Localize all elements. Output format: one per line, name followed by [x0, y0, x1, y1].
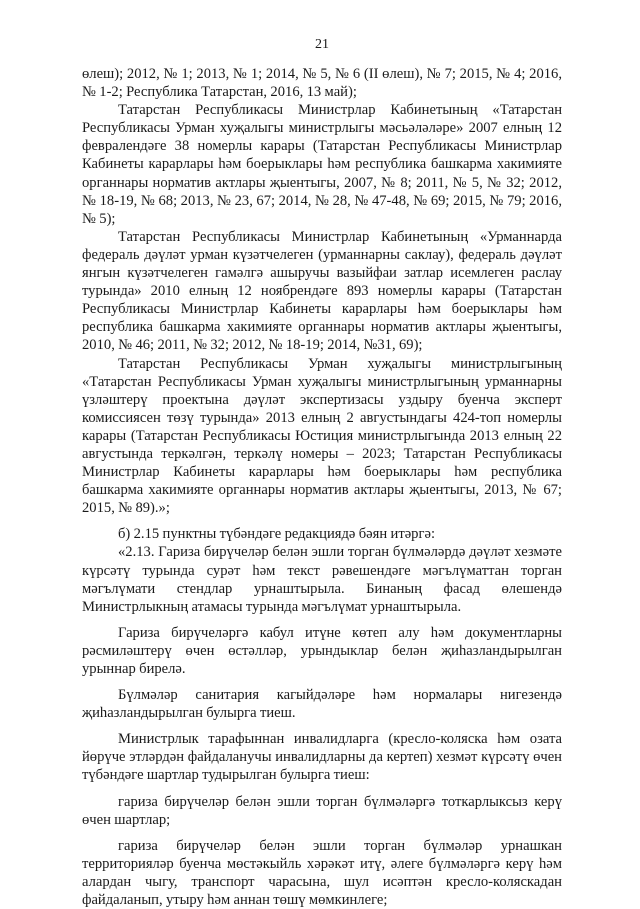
paragraph-forestry-ministry-resolution: Татарстан Республикасы Министрлар Кабинетының «Татарстан Республикасы Урман хуҗалыгы министрлыгы мәсьәләләре» 2007 елның 12 февралендәге 38 номерлы карары (Татарстан Республикасы Министрлар Кабинеты карарлары һәм боерыклары һәм республика башкарма хакимияте органнары норматив актлары җыентыгы, 2007, № 8; 2011, № 5, № 32; 2012, № 18-19, № 68; 2013, № 23, 67; 2014, № 28, № 47-48, № 69; 2015, № 79; 2016, № 5); [82, 102, 562, 227]
paragraph-clause-2-13: «2.13. Гариза бирүчеләр белән эшли торган бүлмәләрдә дәүләт хезмәте күрсәтү турында сурәт һәм текст рәвешендәге мәгълүматтан торган мәгълүмати стендлар урнаштырыла. Бинаның фасад өлешендә Министрлыкның атамасы турында мәгълүмат урнаштырыла. [82, 544, 562, 615]
paragraph-expert-commission-order: Татарстан Республикасы Урман хуҗалыгы министрлыгының «Татарстан Республикасы Урман хуҗалыгы министрлыгының урманнарны үзләштерү проектына дәүләт экспертизасы уздыру буенча эксперт комиссиясен төзү турында» 2013 елның 2 августындагы 424-топ номерлы карары (Татарстан Республикасы Юстиция министрлыгында 2013 елның 22 августында теркәлгән, теркәлү номеры – 2023; Татарстан Республикасы Министрлар Кабинеты карарлары һәм боерыклары һәм республика башкарма хакимияте органнары норматив актлары җыентыгы, 2013, № 67; 2015, № 89).»; [82, 355, 562, 517]
paragraph-continuation: өлеш); 2012, № 1; 2013, № 1; 2014, № 5, № 6 (II өлеш), № 7; 2015, № 4; 2016, № 1-2; Республика Татарстан, 2016, 13 май); [82, 66, 562, 101]
paragraph-forest-supervision-resolution: Татарстан Республикасы Министрлар Кабинетының «Урманнарда федераль дәүләт урман күзәтчелеген (урманнарны саклау), федераль дәүләт янгын күзәтчелеген гамәлгә ашыручы вазыйфаи затлар исемлеген раслау турында» 2010 елның 12 ноябрендәге 893 номерлы карары (Татарстан Республикасы Министрлар Кабинеты карарлары һәм боерыклары һәм республика башкарма хакимияте органнары норматив актлары җыентыгы, 2010, № 46; 2011, № 32; 2012, № 18-19; 2014, №31, 69); [82, 228, 562, 354]
paragraph-sanitary-rules: Бүлмәләр санитария кагыйдәләре һәм нормалары нигезендә җиһазландырылган булырга тиеш. [82, 687, 562, 722]
paragraph-amendment-intro: б) 2.15 пунктны түбәндәге редакциядә бәян итәргә: [118, 526, 435, 543]
paragraph-independent-movement: гариза бирүчеләр белән эшли торган бүлмәләр урнашкан территорияләр буенча мөстәкыйль хәрәкәт итү, әлеге бүлмәләргә керү һәм алардан чыгу, транспорт чарасына, шул исәптән кресло-коляскадан файдаланып, утыру һәм аннан төшү мөмкинлеге; [82, 837, 562, 909]
paragraph-disability-conditions: Министрлык тарафыннан инвалидларга (кресло-коляска һәм озата йөрүче этләрдән файдаланучы инвалидларны да кертеп) хезмәт күрсәтү өчен түбәндәге шартлар тудырылган булырга тиеш: [82, 731, 562, 784]
paragraph-unhindered-access: гариза бирүчеләр белән эшли торган бүлмәләргә тоткарлыксыз керү өчен шартлар; [82, 793, 562, 828]
page-number: 21 [315, 37, 329, 52]
paragraph-waiting-places: Гариза бирүчеләргә кабул итүне көтеп алу һәм документларны рәсмиләштерү өчен өстәлләр, урындыклар белән җиһазландырылган урыннар бирелә. [82, 624, 562, 677]
